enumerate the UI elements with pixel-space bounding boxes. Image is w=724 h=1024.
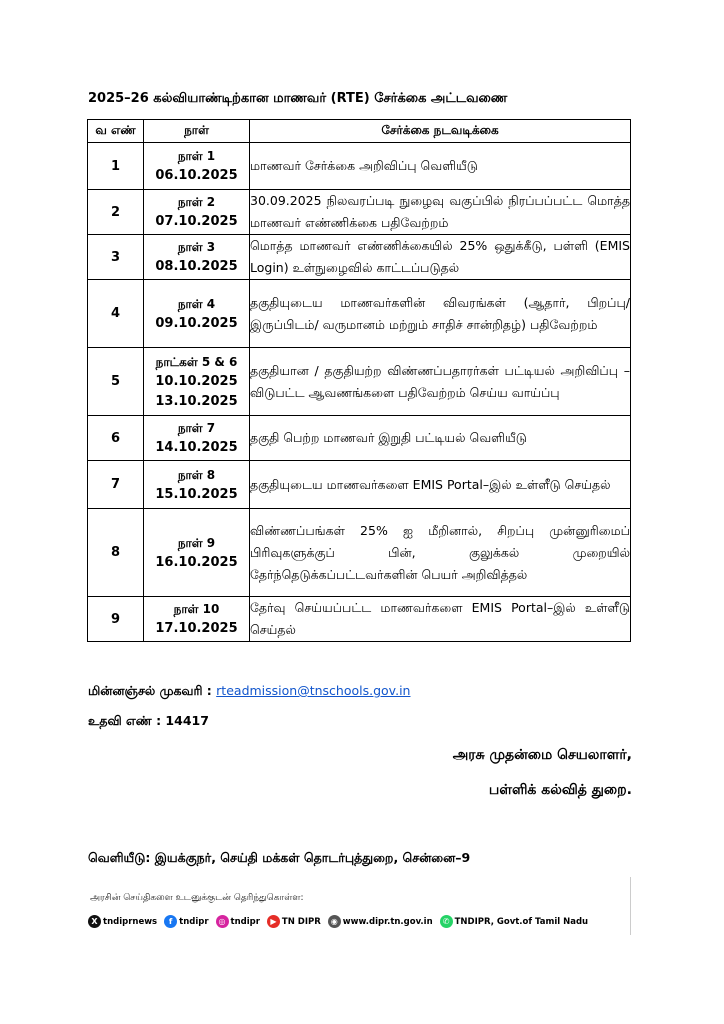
row-date: 06.10.2025	[155, 168, 238, 183]
social-label: tndipr	[230, 916, 260, 927]
row-day-cell	[144, 348, 250, 416]
row-date: 10.10.2025	[155, 373, 238, 389]
table-row	[88, 235, 631, 280]
web-icon: ◉	[328, 915, 341, 928]
email-link[interactable]: rteadmission@tnschools.gov.in	[216, 683, 411, 698]
helpline-line	[88, 713, 209, 730]
row-day-cell	[144, 597, 250, 642]
release-line: வெளியீடு: இயக்குநர், செய்தி மக்கள் தொடர்புத்துறை, சென்னை–9	[88, 850, 471, 865]
row-serial: 4	[88, 280, 144, 348]
row-date: 13.10.2025	[155, 393, 238, 409]
row-day: நாள் 2	[177, 195, 216, 209]
instagram-icon: ◎	[216, 915, 229, 928]
signature-title: அரசு முதன்மை செயலாளர்,	[452, 747, 632, 763]
whatsapp-icon: ✆	[440, 915, 453, 928]
table-row	[88, 348, 631, 416]
table-row	[88, 416, 631, 461]
row-day: நாள் 7	[177, 421, 216, 435]
social-label: tndipr	[179, 916, 209, 927]
row-day: நாள் 8	[177, 467, 216, 482]
row-activity: தகுதி பெற்ற மாணவர் இறுதி பட்டியல் வெளியீடு	[250, 416, 631, 461]
email-label: மின்னஞ்சல் முகவரி :	[88, 683, 217, 698]
social-links	[88, 915, 595, 928]
row-serial: 1	[88, 143, 144, 190]
row-activity: விண்ணப்பங்கள் 25% ஐ மீறினால், சிறப்பு முன்னுரிமைப் பிரிவுகளுக்குப் பின், குலுக்கல் முறையில் தேர்ந்தெடுக்கப்பட்டவர்களின் பெயர் அறிவித்தல்	[250, 509, 631, 597]
social-link[interactable]	[267, 915, 321, 928]
footer-text: அரசின் செய்திகளை உடனுக்குடன் தெரிந்துகொள்ள:	[90, 893, 304, 903]
row-activity: 30.09.2025 நிலவரப்படி நுழைவு வகுப்பில் நிரப்பப்பட்ட மொத்த மாணவர் எண்ணிக்கை பதிவேற்றம்	[250, 190, 631, 235]
row-serial: 6	[88, 416, 144, 461]
row-serial: 5	[88, 348, 144, 416]
row-day: நாள் 9	[177, 535, 216, 550]
social-label: www.dipr.tn.gov.in	[342, 916, 433, 927]
row-activity: தகுதியுடைய மாணவர்களின் விவரங்கள் (ஆதார், பிறப்பு/ இருப்பிடம்/ வருமானம் மற்றும் சாதிச் சான்றிதழ்) பதிவேற்றம்	[250, 280, 631, 348]
row-day-cell	[144, 416, 250, 461]
row-serial: 7	[88, 461, 144, 509]
table-row	[88, 190, 631, 235]
social-label: tndiprnews	[103, 916, 158, 927]
schedule-table	[87, 119, 631, 642]
social-label: TN DIPR	[281, 916, 321, 927]
helpline-label: உதவி எண் :	[88, 713, 166, 728]
table-row	[88, 461, 631, 509]
table-row	[88, 280, 631, 348]
table-row	[88, 509, 631, 597]
social-link[interactable]	[328, 915, 433, 928]
row-day: நாள் 4	[177, 296, 216, 311]
youtube-icon: ▶	[267, 915, 280, 928]
row-day: நாள் 3	[177, 240, 216, 254]
row-activity: தகுதியுடைய மாணவர்களை EMIS Portal–இல் உள்ளீடு செய்தல்	[250, 461, 631, 509]
row-day-cell	[144, 509, 250, 597]
row-day-cell	[144, 190, 250, 235]
row-date: 15.10.2025	[155, 486, 238, 502]
row-date: 08.10.2025	[155, 259, 238, 274]
row-day-cell	[144, 235, 250, 280]
row-day: நாள் 10	[173, 602, 220, 616]
row-activity: மொத்த மாணவர் எண்ணிக்கையில் 25% ஒதுக்கீடு, பள்ளி (EMIS Login) உள்நுழைவில் காட்டப்படுதல்	[250, 235, 631, 280]
row-day-cell	[144, 143, 250, 190]
social-link[interactable]	[88, 915, 157, 928]
row-date: 07.10.2025	[155, 214, 238, 229]
row-date: 09.10.2025	[155, 315, 238, 331]
row-day: நாட்கள் 5 & 6	[155, 354, 238, 369]
row-activity: தகுதியான / தகுதியற்ற விண்ணப்பதாரர்கள் பட்டியல் அறிவிப்பு – விடுபட்ட ஆவணங்களை பதிவேற்றம் செய்ய வாய்ப்பு	[250, 348, 631, 416]
facebook-icon: f	[164, 915, 177, 928]
row-serial: 9	[88, 597, 144, 642]
table-row	[88, 597, 631, 642]
row-date: 17.10.2025	[155, 621, 238, 636]
header-day: நாள்	[144, 120, 250, 143]
table-row	[88, 143, 631, 190]
header-serial: வ எண்	[88, 120, 144, 143]
x-icon: X	[88, 915, 101, 928]
row-serial: 3	[88, 235, 144, 280]
table-header-row	[88, 120, 631, 143]
social-link[interactable]	[216, 915, 260, 928]
page-title: 2025–26 கல்வியாண்டிற்கான மாணவர் (RTE) சேர்க்கை அட்டவணை	[88, 91, 508, 106]
row-day: நாள் 1	[177, 149, 216, 163]
signature-department: பள்ளிக் கல்வித் துறை.	[488, 782, 632, 798]
row-date: 14.10.2025	[155, 440, 238, 455]
row-serial: 2	[88, 190, 144, 235]
row-activity: மாணவர் சேர்க்கை அறிவிப்பு வெளியீடு	[250, 143, 631, 190]
social-label: TNDIPR, Govt.of Tamil Nadu	[454, 916, 589, 927]
footer-banner	[88, 877, 631, 935]
email-line	[88, 683, 410, 700]
row-activity: தேர்வு செய்யப்பட்ட மாணவர்களை EMIS Portal–இல் உள்ளீடு செய்தல்	[250, 597, 631, 642]
schedule-body	[88, 143, 631, 642]
row-day-cell	[144, 280, 250, 348]
social-link[interactable]	[164, 915, 208, 928]
row-serial: 8	[88, 509, 144, 597]
row-date: 16.10.2025	[155, 554, 238, 570]
row-day-cell	[144, 461, 250, 509]
social-link[interactable]	[440, 915, 588, 928]
header-activity: சேர்க்கை நடவடிக்கை	[250, 120, 631, 143]
helpline-number: 14417	[165, 713, 209, 728]
